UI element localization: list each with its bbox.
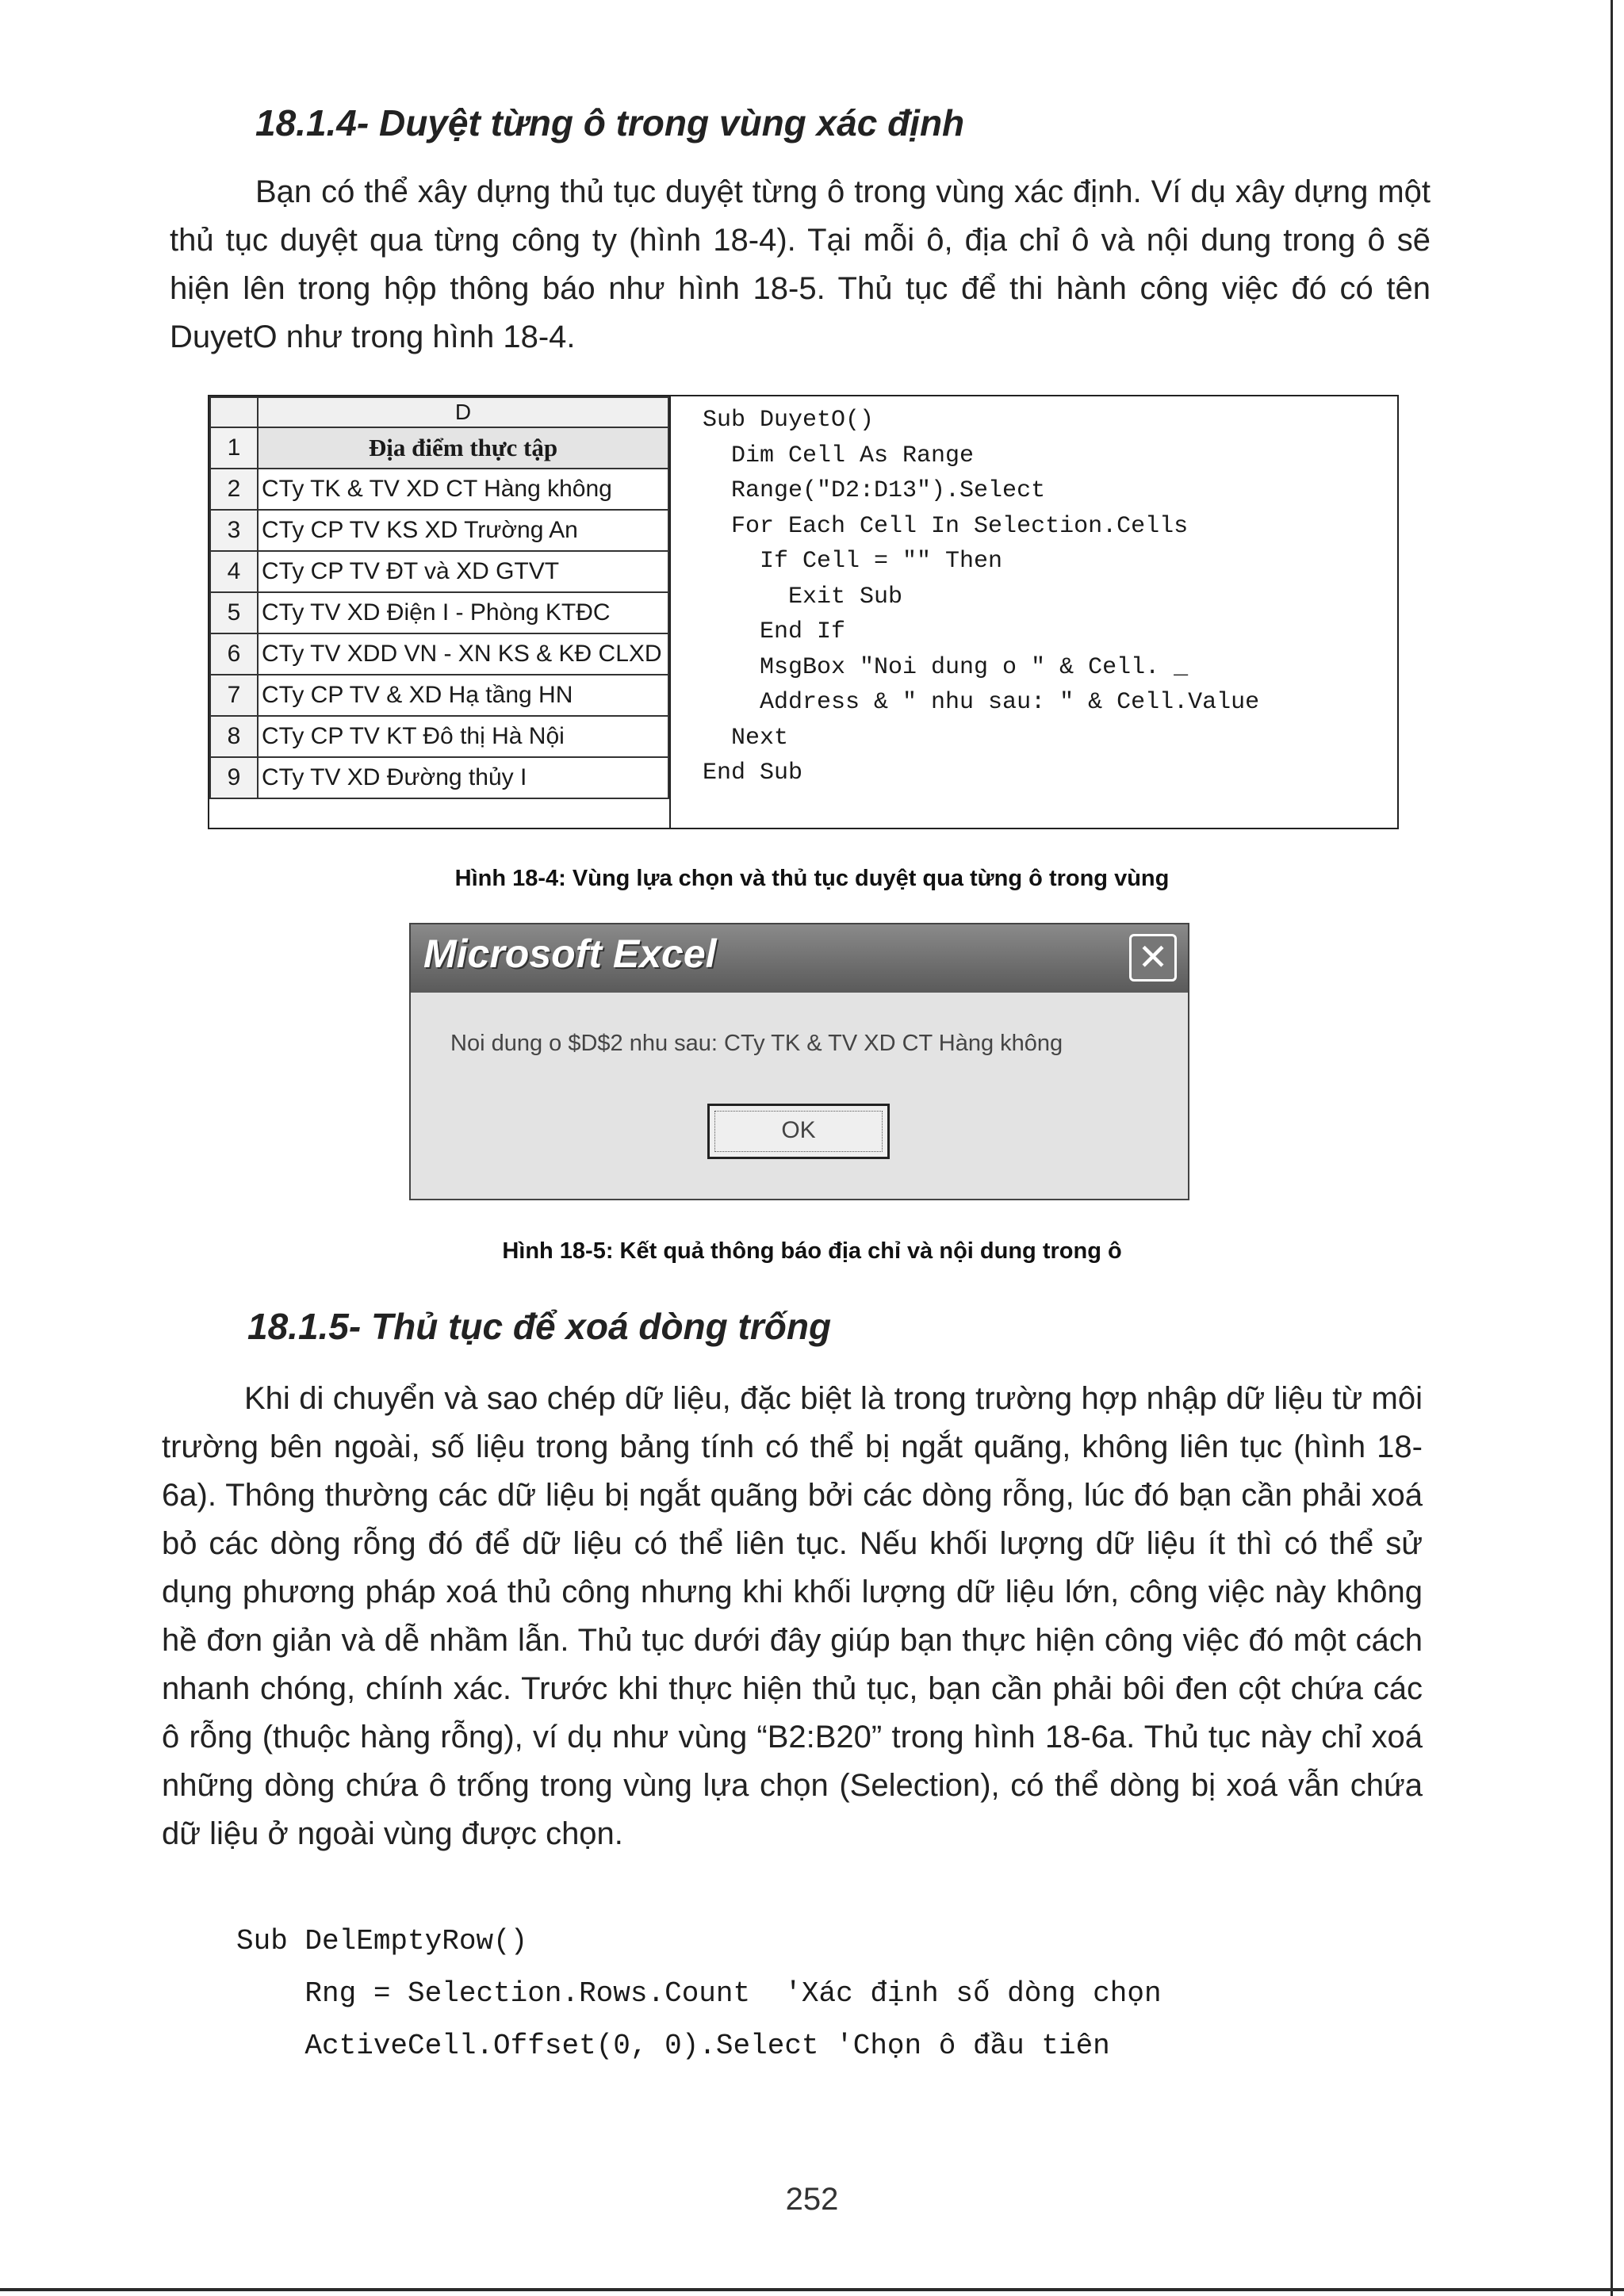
section-paragraph-18-1-4: Bạn có thể xây dựng thủ tục duyệt từng ô trong vùng xác định. Ví dụ xây dựng một thủ tục duyệt qua từng công ty (hình 18-4). Tại mỗi ô, địa chỉ ô và nội dung trong ô sẽ hiện lên trong hộp thông báo như hình 18-5. Thủ tục để thi hành công việc đó có tên DuyetO như trong hình 18-4. [170,174,1431,354]
code-line: Sub DelEmptyRow() [236,1925,528,1957]
code-line: Range("D2:D13").Select [703,477,1046,504]
code-line: End Sub [703,760,803,786]
column-header-row [210,397,668,427]
spreadsheet-excerpt [209,396,671,828]
cell-value: CTy CP TV KS XD Trường An [258,510,668,551]
row-number: 9 [210,757,258,798]
dialog-title: Microsoft Excel [423,932,717,976]
table-row [210,510,668,551]
row-number: 5 [210,592,258,633]
table-row [210,427,668,469]
ok-button[interactable] [707,1104,890,1159]
row-number: 4 [210,551,258,592]
row-number: 6 [210,633,258,675]
dialog-title-bar[interactable] [411,924,1188,993]
table-row [210,757,668,798]
row-number: 3 [210,510,258,551]
cell-value: CTy CP TV & XD Hạ tầng HN [258,675,668,716]
code-line: If Cell = "" Then [703,548,1003,575]
corner-cell [210,397,258,427]
page-border-bottom [0,2288,1624,2291]
excel-message-dialog [409,923,1189,1200]
figure-18-5-caption: Hình 18-5: Kết quả thông báo địa chỉ và nội dung trong ô [502,1238,1122,1264]
cell-value: CTy TV XD Điện I - Phòng KTĐC [258,592,668,633]
code-line: For Each Cell In Selection.Cells [703,512,1189,540]
focus-ring [714,1111,883,1152]
spreadsheet-table [209,396,669,799]
page-number: 252 [785,2182,839,2217]
cell-value: CTy TV XDD VN - XN KS & KĐ CLXD [258,633,668,675]
code-duyeto [671,396,1397,828]
code-line: ActiveCell.Offset(0, 0).Select 'Chọn ô đầu tiên [236,2030,1110,2062]
close-icon[interactable]: ✕ [1129,934,1177,982]
code-line: End If [703,618,846,645]
row-number: 2 [210,469,258,510]
code-line: Exit Sub [703,583,903,610]
table-row [210,592,668,633]
table-row [210,716,668,757]
cell-value: CTy TV XD Đường thủy I [258,757,668,798]
cell-value: CTy TK & TV XD CT Hàng không [258,469,668,510]
figure-18-4 [208,395,1399,829]
table-row [210,469,668,510]
code-line: Address & " nhu sau: " & Cell.Value [703,689,1260,716]
code-line: Sub DuyetO() [703,407,875,434]
dialog-message: Noi dung o $D$2 nhu sau: CTy TK & TV XD CT Hàng không [450,1031,1063,1056]
section-paragraph-18-1-5: Khi di chuyển và sao chép dữ liệu, đặc biệt là trong trường hợp nhập dữ liệu từ môi trường bên ngoài, số liệu trong bảng tính có thể bị ngắt quãng, không liên tục (hình 18-6a). Thông thường các dữ liệu bị ngắt quãng bởi các dòng rỗng, lúc đó bạn cần phải xoá bỏ các dòng rỗng đó để dữ liệu có thể liên tục. Nếu khối lượng dữ liệu ít thì có thể sử dụng phương pháp xoá thủ công nhưng khi khối lượng dữ liệu lớn, công việc này không hề đơn giản và dễ nhầm lẫn. Thủ tục dưới đây giúp bạn thực hiện công việc đó một cách nhanh chóng, chính xác. Trước khi thực hiện thủ tục, bạn cần phải bôi đen cột chứa các ô rỗng (thuộc hàng rỗng), ví dụ như vùng “B2:B20” trong hình 18-6a. Thủ tục này chỉ xoá những dòng chứa ô trống trong vùng lựa chọn (Selection), có thể dòng bị xoá vẫn chứa dữ liệu ở ngoài vùng được chọn. [162,1381,1423,1851]
ok-button-label: OK [781,1117,816,1143]
table-row [210,633,668,675]
code-line: Rng = Selection.Rows.Count 'Xác định số dòng chọn [236,1977,1162,2010]
section-heading-18-1-4: 18.1.4- Duyệt từng ô trong vùng xác định [255,102,965,144]
row-number: 7 [210,675,258,716]
row-number: 1 [210,427,258,469]
code-line: Dim Cell As Range [703,442,975,469]
page-border-right [1611,0,1613,2296]
section-heading-18-1-5: 18.1.5- Thủ tục để xoá dòng trống [247,1306,832,1347]
cell-value: CTy CP TV ĐT và XD GTVT [258,551,668,592]
table-row [210,675,668,716]
code-line: Next [703,724,789,752]
table-row [210,551,668,592]
column-header-d: D [258,397,668,427]
row-number: 8 [210,716,258,757]
cell-value: Địa điểm thực tập [258,427,668,469]
cell-value: CTy CP TV KT Đô thị Hà Nội [258,716,668,757]
figure-18-4-caption: Hình 18-4: Vùng lựa chọn và thủ tục duyệt qua từng ô trong vùng [454,866,1170,891]
code-line: MsgBox "Noi dung o " & Cell. _ [703,653,1189,681]
